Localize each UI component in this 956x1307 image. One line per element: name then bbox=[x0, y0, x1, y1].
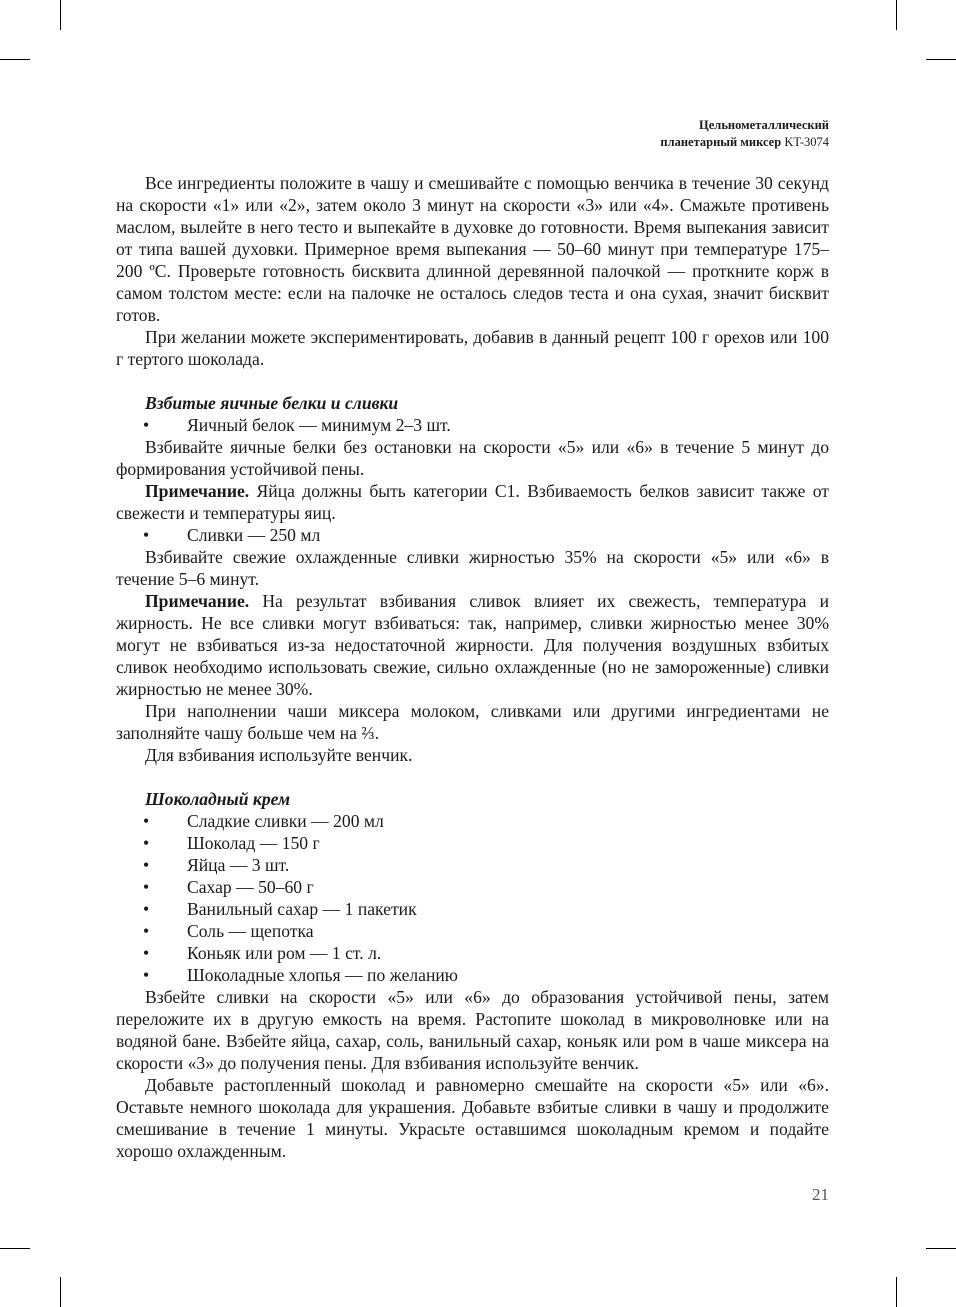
header-line-2: планетарный миксер KT-3074 bbox=[660, 135, 829, 149]
list-item: • Шоколад — 150 г bbox=[143, 833, 320, 853]
running-header bbox=[660, 117, 829, 151]
paragraph: Взбивайте свежие охлажденные сливки жирностью 35% на скорости «5» или «6» в течение 5–6 минут. bbox=[116, 547, 829, 589]
list-item: • Яйца — 3 шт. bbox=[143, 855, 290, 875]
paragraph: Все ингредиенты положите в чашу и смешивайте с помощью венчика в течение 30 секунд на скорости «1» или «2», затем около 3 минут на скорости «3» или «4». Смажьте противень маслом, вылейте в него тесто и выпекайте в духовке до готовности. Время выпекания зависит от типа вашей духовки. Примерное время выпекания — 50–60 минут при температуре 175–200 ºС. Проверьте готовность бисквита длинной деревянной палочкой — проткните корж в самом толстом месте: если на палочке не осталось следов теста и она сухая, значит бисквит готов. bbox=[116, 173, 829, 325]
crop-mark bbox=[60, 1277, 61, 1307]
list-item: • Сладкие сливки — 200 мл bbox=[143, 811, 384, 831]
list-item: • Ванильный сахар — 1 пакетик bbox=[143, 899, 417, 919]
list-item: • Яичный белок — минимум 2–3 шт. bbox=[143, 415, 451, 435]
list-item: • Сливки — 250 мл bbox=[143, 525, 321, 545]
note: Примечание. Яйца должны быть категории С1. Взбиваемость белков зависит также от свежести и температуры яиц. bbox=[116, 481, 829, 523]
ingredient-list bbox=[116, 524, 829, 546]
crop-mark bbox=[0, 59, 30, 60]
paragraph: Взбивайте яичные белки без остановки на скорости «5» или «6» в течение 5 минут до формирования устойчивой пены. bbox=[116, 437, 829, 479]
header-line-1: Цельнометаллический bbox=[699, 118, 829, 132]
paragraph: Добавьте растопленный шоколад и равномерно смешайте на скорости «5» или «6». Оставьте немного шоколада для украшения. Добавьте взбитые сливки в чашу и продолжите смешивание в течение 1 минуты. Украсьте оставшимся шоколадным кремом и подайте хорошо охлажденным. bbox=[116, 1075, 829, 1161]
note: Примечание. На результат взбивания сливок влияет их свежесть, температура и жирность. Не все сливки могут взбиваться: так, например, сливки жирностью менее 30% могут не взбиваться из-за недостаточной жирности. Для получения воздушных взбитых сливок необходимо использовать свежие, сильно охлажденные (но не замороженные) сливки жирностью не менее 30%. bbox=[116, 591, 829, 699]
crop-mark bbox=[926, 1248, 956, 1249]
section-heading-whipped: Взбитые яичные белки и сливки bbox=[145, 393, 399, 413]
list-item: • Коньяк или ром — 1 ст. л. bbox=[143, 943, 382, 963]
ingredient-list bbox=[116, 810, 829, 986]
section-heading-chocolate: Шоколадный крем bbox=[145, 789, 291, 809]
page-number: 21 bbox=[812, 1185, 829, 1204]
crop-mark bbox=[60, 0, 61, 30]
crop-mark bbox=[896, 1277, 897, 1307]
ingredient-list bbox=[116, 414, 829, 436]
crop-mark bbox=[896, 0, 897, 30]
page-content bbox=[116, 172, 829, 1162]
paragraph: При желании можете экспериментировать, добавив в данный рецепт 100 г орехов или 100 г тертого шоколада. bbox=[116, 327, 829, 369]
paragraph: Взбейте сливки на скорости «5» или «6» до образования устойчивой пены, затем переложите их в другую емкость на время. Растопите шоколад в микроволновке или на водяной бане. Взбейте яйца, сахар, соль, ванильный сахар, коньяк или ром в чаше миксера на скорости «3» до получения пены. Для взбивания используйте венчик. bbox=[116, 987, 829, 1073]
list-item: • Шоколадные хлопья — по желанию bbox=[143, 965, 458, 985]
list-item: • Сахар — 50–60 г bbox=[143, 877, 314, 897]
paragraph: Для взбивания используйте венчик. bbox=[145, 745, 413, 765]
list-item: • Соль — щепотка bbox=[143, 921, 314, 941]
crop-mark bbox=[926, 59, 956, 60]
paragraph: При наполнении чаши миксера молоком, сливками или другими ингредиентами не заполняйте чашу больше чем на ⅔. bbox=[116, 701, 829, 743]
crop-mark bbox=[0, 1248, 30, 1249]
